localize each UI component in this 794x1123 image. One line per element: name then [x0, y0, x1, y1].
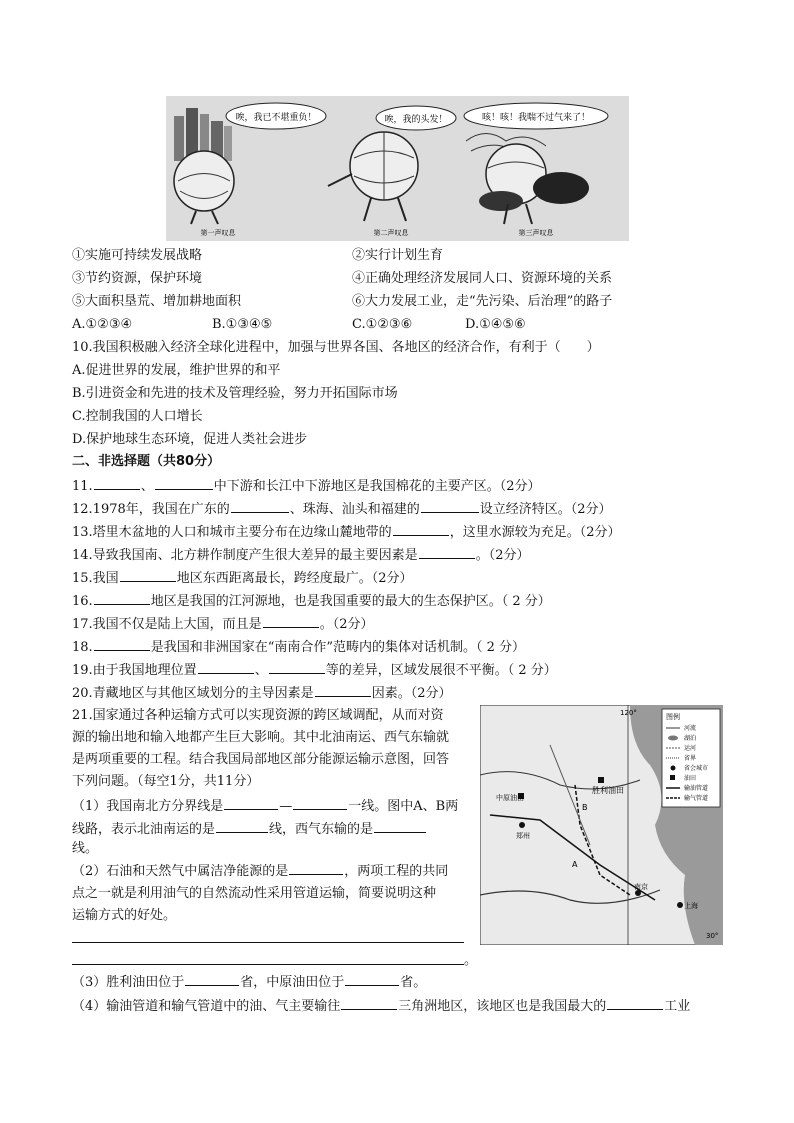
q19-blank-1[interactable]: [198, 661, 254, 674]
question-19: [72, 661, 557, 680]
legend-item-2: 湖泊: [684, 735, 697, 742]
q19-part-c: 等的差异，区域发展很不平衡。（ 2 分）: [325, 663, 557, 678]
q21-sub1-line2: [72, 820, 427, 839]
q14-part-b: 。（2分）: [475, 548, 530, 563]
label-nanjing: 南京: [634, 883, 648, 891]
legend-item-1: 河流: [684, 725, 697, 732]
shanghai-marker: [677, 902, 683, 908]
label-lon-120: 120°: [620, 709, 637, 717]
q9-choice-c: C.①②③⑥: [352, 317, 413, 332]
q11-blank-2[interactable]: [155, 477, 213, 490]
q21-s3-blank-1[interactable]: [185, 973, 239, 986]
legend-title: 图例: [666, 713, 680, 721]
q21-s2-text-c: 点之一就是利用油气的自然流动性采用管道运输，简要说明这种: [72, 886, 437, 901]
q20-blank-1[interactable]: [315, 684, 371, 697]
label-zhengzhou: 郑州: [516, 832, 530, 840]
q21-s4-text-c: 工业: [664, 999, 691, 1014]
q9-opt3: ③节约资源，保护环境: [72, 271, 203, 286]
q11-tail: 中下游和长江中下游地区是我国棉花的主要产区。（2分）: [213, 479, 541, 494]
legend-item-5: 省会城市: [684, 765, 709, 772]
legend-item-7: 输油管道: [684, 785, 709, 792]
q11-number: 11.: [72, 479, 93, 494]
question-13: [72, 523, 620, 542]
q17-blank-1[interactable]: [263, 615, 319, 628]
q21-s4-text-b: 三角洲地区，该地区也是我国最大的: [398, 999, 607, 1014]
question-20: [72, 684, 451, 703]
q15-part-b: 地区东西距离最长，跨经度最广。（2分）: [176, 571, 413, 586]
caption-2: 第二声叹息: [373, 229, 409, 237]
map-drawing: [480, 705, 723, 945]
q9-choice-b: B.①③④⑤: [212, 317, 273, 332]
legend-city-icon: [671, 766, 676, 771]
speech-bubble-3: [464, 103, 608, 129]
q19-part-b: 、: [254, 663, 268, 678]
caption-3: 第三声叹息: [518, 229, 554, 237]
q21-sub3: [72, 973, 426, 992]
q18-part-a: 18.: [72, 640, 93, 655]
globe-2-figure: [328, 132, 418, 221]
question-11: [72, 477, 540, 496]
caption-1: 第一声叹息: [200, 229, 236, 237]
section-2-heading: 二、非选择题（共80分）: [72, 454, 221, 469]
q10-option-c: C.控制我国的人口增长: [72, 409, 203, 424]
q21-s4-text-a: （4）输油管道和输气管道中的油、气主要输往: [72, 999, 341, 1014]
q21-s1-end: 线。: [72, 841, 99, 856]
q9-opt2: ②实行计划生育: [352, 248, 444, 263]
q17-part-b: 。（2分）: [319, 617, 374, 632]
legend-lake-icon: [668, 736, 678, 741]
q20-part-a: 20.青藏地区与其他区域划分的主导因素是: [72, 686, 314, 701]
q15-blank-1[interactable]: [120, 569, 176, 582]
q14-blank-1[interactable]: [419, 546, 475, 559]
q9-opt5: ⑤大面积垦荒、增加耕地面积: [72, 294, 242, 309]
bubble-1-text: 唉，我已不堪重负！: [235, 113, 317, 123]
q18-part-b: 是我国和非洲国家在“南南合作”范畴内的集体对话机制。（ 2 分）: [150, 640, 526, 655]
question-16: [72, 592, 551, 611]
q21-s2-answer-line-1[interactable]: [72, 942, 464, 943]
speech-bubble-1: [226, 103, 326, 129]
q21-sub4: [72, 997, 690, 1016]
cartoon-drawing: [166, 96, 629, 241]
q11-blank-1[interactable]: [94, 477, 140, 490]
q13-part-b: ，这里水源较为充足。（2分）: [449, 525, 621, 540]
label-shengli: 胜利油田: [592, 786, 624, 795]
q9-choice-d: D.①④⑤⑥: [465, 317, 526, 332]
globe-1-figure: [174, 108, 234, 224]
question-15: [72, 569, 412, 588]
q21-sub2-line1: [72, 862, 448, 881]
legend-oilfield-icon: [670, 775, 675, 780]
q19-blank-2[interactable]: [269, 661, 325, 674]
energy-transport-map: [480, 705, 723, 945]
q21-line-3: 是两项重要的工程。结合我国局部地区部分能源运输示意图，回答: [72, 752, 450, 767]
q9-opt1: ①实施可持续发展战略: [72, 248, 203, 263]
q21-s2-text-b: ，两项工程的共同: [344, 864, 449, 879]
q13-blank-1[interactable]: [393, 523, 449, 536]
q21-s1-blank-4[interactable]: [374, 820, 426, 833]
q21-s1-text-d: 线路，表示北油南运的是: [72, 822, 216, 837]
q21-s3-text-b: 省，中原油田位于: [240, 975, 345, 990]
q9-opt4: ④正确处理经济发展同人口、资源环境的关系: [352, 271, 613, 286]
question-17: [72, 615, 373, 634]
cartoon-three-sighs: [166, 96, 629, 241]
q21-s1-blank-3[interactable]: [216, 820, 268, 833]
q14-part-a: 14.导致我国南、北方耕作制度产生很大差异的最主要因素是: [72, 548, 418, 563]
q17-part-a: 17.我国不仅是陆上大国，而且是: [72, 617, 262, 632]
q21-s4-blank-2[interactable]: [607, 997, 663, 1010]
q13-part-a: 13.塔里木盆地的人口和城市主要分布在边缘山麓地带的: [72, 525, 392, 540]
legend-item-3: 运河: [684, 745, 697, 752]
q12-part-c: 设立经济特区。（2分）: [479, 502, 612, 517]
label-line-a: A: [572, 860, 578, 869]
label-zhongyuan: 中原油田: [496, 794, 524, 802]
globe-3-figure: [466, 134, 589, 225]
q21-s1-text-a: （1）我国南北方分界线是: [72, 799, 224, 814]
q15-part-a: 15.我国: [72, 571, 119, 586]
q21-line-1: 21.国家通过各种运输方式可以实现资源的跨区域调配，从而对资: [72, 708, 444, 723]
q21-s2-blank-1[interactable]: [289, 862, 343, 875]
question-18: [72, 638, 525, 657]
q21-line-2: 源的输出地和输入地都产生巨大影响。其中北油南运、西气东输就: [72, 730, 450, 745]
q16-part-b: 地区是我国的江河源地，也是我国重要的最大的生态保护区。（ 2 分）: [150, 594, 551, 609]
label-shanghai: 上海: [684, 902, 698, 910]
q21-s2-answer-line-2[interactable]: [72, 964, 464, 965]
q21-s2-period: 。: [464, 953, 478, 968]
q12-part-b: 、珠海、汕头和福建的: [289, 502, 420, 517]
q21-s3-text-a: （3）胜利油田位于: [72, 975, 185, 990]
shengli-oilfield-marker: [598, 777, 604, 783]
q21-line-4: 下列问题。（每空1分，共11分）: [72, 774, 260, 789]
q20-part-b: 因素。（2分）: [371, 686, 452, 701]
q18-blank-1[interactable]: [94, 638, 150, 651]
q21-s3-blank-2[interactable]: [345, 973, 399, 986]
legend-item-8: 输气管道: [684, 795, 709, 802]
q9-choice-a: A.①②③④: [72, 317, 133, 332]
q10-stem: 10.我国积极融入经济全球化进程中，加强与世界各国、各地区的经济合作，有利于（ ）: [72, 340, 600, 355]
q16-blank-1[interactable]: [94, 592, 150, 605]
question-12: [72, 500, 612, 519]
q9-opt6: ⑥大力发展工业，走“先污染、后治理”的路子: [352, 294, 613, 309]
legend-item-6: 油田: [684, 775, 697, 782]
q10-option-d: D.保护地球生态环境，促进人类社会进步: [72, 432, 308, 447]
map-legend: [662, 709, 720, 807]
label-lat-30: 30°: [706, 932, 719, 940]
q21-s1-blank-1[interactable]: [224, 797, 278, 810]
q21-s3-text-c: 省。: [400, 975, 427, 990]
q21-s1-text-e: 线，西气东输的是: [269, 822, 374, 837]
q19-part-a: 19.由于我国地理位置: [72, 663, 197, 678]
q21-s1-text-c: 一线。图中A、B两: [348, 799, 459, 814]
q12-part-a: 12.1978年，我国在广东的: [72, 502, 230, 517]
zhengzhou-marker: [519, 822, 525, 828]
q10-option-b: B.引进资金和先进的技术及管理经验，努力开拓国际市场: [72, 386, 398, 401]
q21-s2-text-a: （2）石油和天然气中属洁净能源的是: [72, 864, 289, 879]
q16-part-a: 16.: [72, 594, 93, 609]
q21-s1-blank-2[interactable]: [293, 797, 347, 810]
q21-s4-blank-1[interactable]: [341, 997, 397, 1010]
q21-s1-dash: —: [279, 799, 293, 814]
q21-sub1-line1: [72, 797, 458, 816]
bubble-2-text: 唉，我的头发！: [384, 115, 448, 125]
bubble-3-text: 咳！咳！我喘不过气来了！: [481, 113, 591, 123]
legend-item-4: 省界: [684, 755, 697, 762]
question-14: [72, 546, 529, 565]
label-line-b: B: [582, 803, 588, 812]
q10-option-a: A.促进世界的发展，维护世界的和平: [72, 363, 281, 378]
q11-sep: 、: [140, 479, 154, 494]
q12-blank-2[interactable]: [421, 500, 479, 513]
q12-blank-1[interactable]: [231, 500, 289, 513]
q21-s2-text-d: 运输方式的好处。: [72, 908, 177, 923]
speech-bubble-2: [376, 106, 456, 130]
